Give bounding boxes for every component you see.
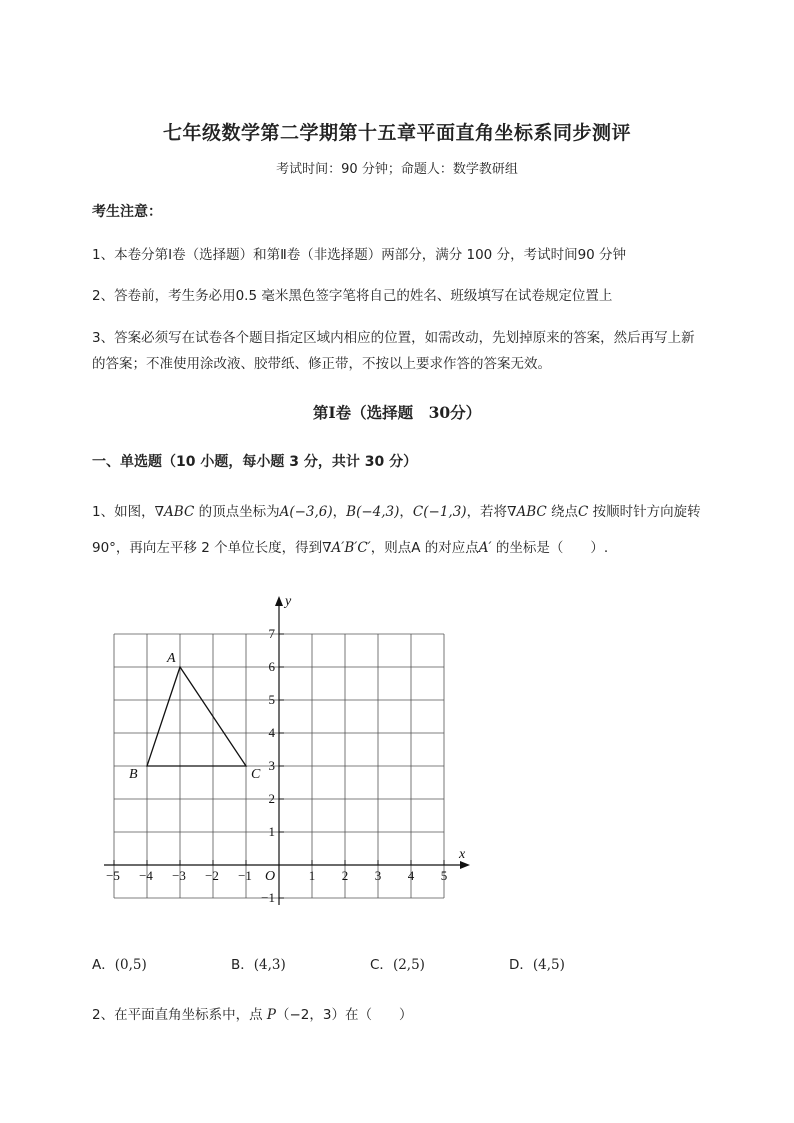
y-axis-arrow <box>275 596 283 606</box>
q1-image-triangle: ∇A′B′C′ <box>322 540 371 556</box>
choice-value: (0,5) <box>114 957 147 973</box>
y-axis-label: y <box>285 594 292 609</box>
q1-separator: ， <box>399 504 413 520</box>
choice-label: B． <box>231 957 254 973</box>
axes <box>104 596 470 905</box>
q1-separator: ， <box>332 504 347 520</box>
choice-label: D． <box>509 957 533 973</box>
triangle-abc <box>147 667 246 766</box>
x-tick-label: −4 <box>139 868 153 883</box>
x-tick-label: −5 <box>106 868 120 883</box>
page-title: 七年级数学第二学期第十五章平面直角坐标系同步测评 <box>162 122 631 144</box>
x-tick-label: −2 <box>205 868 219 883</box>
q1-triangle: ∇ABC <box>507 504 547 520</box>
part-title: 一、单选题（10 小题，每小题 3 分，共计 30 分） <box>92 454 418 470</box>
x-tick-label: 1 <box>308 868 316 883</box>
choice-d[interactable] <box>509 953 565 973</box>
exam-info: 考试时间：90 分钟；命题人：数学教研组 <box>276 162 518 177</box>
choice-a[interactable] <box>92 953 147 973</box>
origin-label: O <box>265 869 276 884</box>
notice-heading: 考生注意： <box>92 204 162 220</box>
notice-item-3: 3、答案必须写在试卷各个题目指定区域内相应的位置，如需改动，先划掉原来的答案，然后再写上新 <box>92 330 695 346</box>
q1-image-point: A′ <box>478 540 492 556</box>
coordinate-figure <box>96 588 486 908</box>
x-axis-label: x <box>459 847 466 862</box>
y-tick-label: 5 <box>268 692 275 707</box>
choice-c[interactable] <box>370 953 425 973</box>
q1-text: 绕点 <box>546 504 579 520</box>
q1-text: 的坐标是（ ）. <box>491 540 609 556</box>
x-tick-label: 4 <box>407 868 415 883</box>
q2-prefix: 2、在平面直角坐标系中，点 <box>92 1007 267 1023</box>
q1-point-c: C(−1,3) <box>412 504 467 520</box>
q1-text: 90°，再向左平移 2 个单位长度，得到 <box>92 540 323 556</box>
point-label-b: B <box>129 767 138 782</box>
q1-point-a: A(−3,6) <box>279 504 333 520</box>
q1-prefix: 1、如图， <box>92 504 155 520</box>
y-tick-label: 4 <box>268 725 275 740</box>
q1-point-b: B(−4,3) <box>346 504 400 520</box>
x-tick-label: −1 <box>238 868 252 883</box>
x-tick-label: 5 <box>440 868 448 883</box>
notice-item-1: 1、本卷分第Ⅰ卷（选择题）和第Ⅱ卷（非选择题）两部分，满分 100 分，考试时间90 分钟 <box>92 247 627 263</box>
y-tick-label: 2 <box>268 791 275 806</box>
notice-item-3-continued: 的答案；不准使用涂改液、胶带纸、修正带，不按以上要求作答的答案无效。 <box>92 356 551 372</box>
x-tick-label: 3 <box>374 868 382 883</box>
choice-value: (4,3) <box>253 957 286 973</box>
question-2 <box>92 1003 412 1023</box>
choice-b[interactable] <box>231 953 286 973</box>
question-1-line-2 <box>92 536 608 556</box>
y-tick-label: 3 <box>268 758 275 773</box>
q1-rotation-center: C <box>578 504 589 520</box>
choice-label: C． <box>370 957 393 973</box>
y-tick-label: 1 <box>268 824 275 839</box>
point-label-c: C <box>251 767 261 782</box>
point-label-a: A <box>167 651 176 666</box>
choice-value: (2,5) <box>392 957 425 973</box>
q1-triangle: ∇ABC <box>154 504 195 520</box>
x-tick-label: −3 <box>172 868 186 883</box>
q1-text: ，若将 <box>466 504 508 520</box>
x-tick-label: 2 <box>341 868 349 883</box>
choice-label: A． <box>92 957 115 973</box>
y-tick-label: −1 <box>261 890 275 905</box>
q1-text: 按顺时针方向旋转 <box>588 504 701 520</box>
y-tick-label: 6 <box>268 659 275 674</box>
x-axis-arrow <box>460 861 470 869</box>
q1-text: 的顶点坐标为 <box>194 504 280 520</box>
notice-item-2: 2、答卷前，考生务必用0.5 毫米黑色签字笔将自己的姓名、班级填写在试卷规定位置上 <box>92 288 613 304</box>
section-title: 第Ⅰ卷（选择题 30分） <box>312 403 482 422</box>
y-tick-labels <box>261 626 275 905</box>
x-tick-labels <box>106 868 447 883</box>
q2-point-p: P <box>266 1007 276 1023</box>
q2-suffix: （−2，3）在（ ） <box>275 1007 413 1023</box>
question-1-line-1 <box>92 500 701 520</box>
q1-text: ，则点A 的对应点 <box>370 540 479 556</box>
choice-value: (4,5) <box>532 957 565 973</box>
y-tick-label: 7 <box>268 626 275 641</box>
